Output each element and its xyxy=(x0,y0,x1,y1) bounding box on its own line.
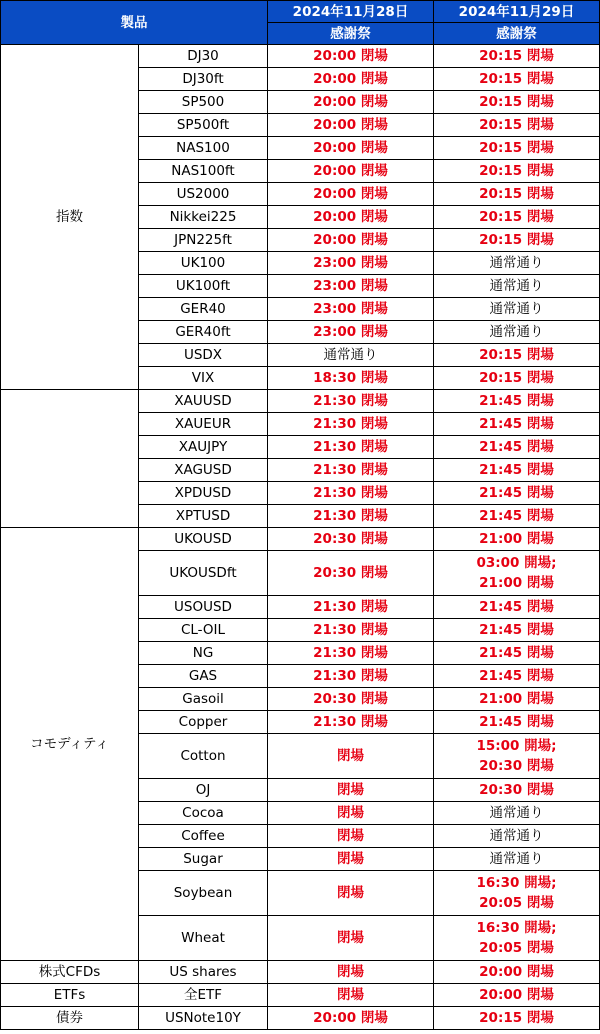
product-name: SP500ft xyxy=(139,114,268,137)
schedule-day1: 閉場 xyxy=(268,916,434,961)
schedule-day2: 21:45 閉場 xyxy=(434,459,600,482)
schedule-day1: 20:00 閉場 xyxy=(268,114,434,137)
product-name: DJ30 xyxy=(139,45,268,68)
schedule-day2: 21:45 閉場 xyxy=(434,505,600,528)
schedule-day1: 閉場 xyxy=(268,779,434,802)
header-product: 製品 xyxy=(1,1,268,45)
schedule-day1: 21:30 閉場 xyxy=(268,505,434,528)
schedule-day2: 20:15 閉場 xyxy=(434,183,600,206)
schedule-day2: 20:15 閉場 xyxy=(434,137,600,160)
schedule-day1: 閉場 xyxy=(268,984,434,1007)
schedule-day2: 21:45 閉場 xyxy=(434,665,600,688)
product-name: USDX xyxy=(139,344,268,367)
schedule-day1: 20:00 閉場 xyxy=(268,183,434,206)
category-etfs: ETFs xyxy=(1,984,139,1007)
schedule-day1: 閉場 xyxy=(268,825,434,848)
schedule-day2: 21:45 閉場 xyxy=(434,482,600,505)
product-name: UK100ft xyxy=(139,275,268,298)
schedule-day1: 20:00 閉場 xyxy=(268,206,434,229)
schedule-day1: 21:30 閉場 xyxy=(268,665,434,688)
product-name: XPDUSD xyxy=(139,482,268,505)
schedule-day2 xyxy=(434,551,600,596)
category-stock-cfds: 株式CFDs xyxy=(1,961,139,984)
schedule-day2: 通常通り xyxy=(434,802,600,825)
schedule-day2: 21:45 閉場 xyxy=(434,390,600,413)
schedule-day2-close: 20:05 閉場 xyxy=(479,895,554,911)
schedule-day1: 23:00 閉場 xyxy=(268,321,434,344)
product-name: Wheat xyxy=(139,916,268,961)
schedule-day2: 20:15 閉場 xyxy=(434,367,600,390)
schedule-day2: 21:45 閉場 xyxy=(434,619,600,642)
product-name: CL-OIL xyxy=(139,619,268,642)
product-name: XPTUSD xyxy=(139,505,268,528)
product-name: GAS xyxy=(139,665,268,688)
schedule-day2: 20:15 閉場 xyxy=(434,114,600,137)
schedule-day1: 21:30 閉場 xyxy=(268,459,434,482)
product-name: XAGUSD xyxy=(139,459,268,482)
schedule-day1: 閉場 xyxy=(268,961,434,984)
product-name: Gasoil xyxy=(139,688,268,711)
product-name: DJ30ft xyxy=(139,68,268,91)
product-name: UKOUSD xyxy=(139,528,268,551)
product-name: XAUUSD xyxy=(139,390,268,413)
product-name: XAUJPY xyxy=(139,436,268,459)
schedule-day1: 通常通り xyxy=(268,344,434,367)
schedule-day2: 通常通り xyxy=(434,298,600,321)
schedule-day1: 21:30 閉場 xyxy=(268,482,434,505)
product-name: GER40ft xyxy=(139,321,268,344)
product-name: Nikkei225 xyxy=(139,206,268,229)
schedule-day1: 閉場 xyxy=(268,871,434,916)
schedule-day1: 21:30 閉場 xyxy=(268,619,434,642)
schedule-day1: 20:00 閉場 xyxy=(268,45,434,68)
schedule-day2: 21:45 閉場 xyxy=(434,642,600,665)
category-bonds: 債券 xyxy=(1,1007,139,1030)
header-holiday-1: 感謝祭 xyxy=(268,23,434,45)
schedule-day2-close: 20:05 閉場 xyxy=(479,940,554,956)
schedule-day1: 21:30 閉場 xyxy=(268,711,434,734)
table-body xyxy=(1,45,600,1030)
schedule-day1: 閉場 xyxy=(268,848,434,871)
header-date-2: 2024年11月29日 xyxy=(434,1,600,23)
product-name: US shares xyxy=(139,961,268,984)
table-row xyxy=(1,1007,600,1030)
schedule-day1: 閉場 xyxy=(268,734,434,779)
schedule-day2: 20:15 閉場 xyxy=(434,91,600,114)
schedule-day1: 20:00 閉場 xyxy=(268,68,434,91)
product-name: Sugar xyxy=(139,848,268,871)
schedule-day1: 20:00 閉場 xyxy=(268,229,434,252)
table-row xyxy=(1,528,600,551)
schedule-day1: 閉場 xyxy=(268,802,434,825)
schedule-day2: 通常通り xyxy=(434,252,600,275)
product-name: UK100 xyxy=(139,252,268,275)
category-commodity: コモディティ xyxy=(1,528,139,961)
schedule-day1: 23:00 閉場 xyxy=(268,298,434,321)
table-row xyxy=(1,45,600,68)
schedule-day2: 20:15 閉場 xyxy=(434,45,600,68)
product-name: US2000 xyxy=(139,183,268,206)
category-metals xyxy=(1,390,139,528)
schedule-day2-open: 16:30 開場; xyxy=(476,920,557,936)
schedule-day2: 20:15 閉場 xyxy=(434,68,600,91)
product-name: Cotton xyxy=(139,734,268,779)
table-row xyxy=(1,390,600,413)
schedule-day1: 21:30 閉場 xyxy=(268,436,434,459)
schedule-day2-open: 16:30 開場; xyxy=(476,875,557,891)
product-name: Coffee xyxy=(139,825,268,848)
schedule-day2-close: 20:30 閉場 xyxy=(479,758,554,774)
schedule-day1: 20:00 閉場 xyxy=(268,91,434,114)
product-name: NAS100ft xyxy=(139,160,268,183)
product-name: XAUEUR xyxy=(139,413,268,436)
product-name: OJ xyxy=(139,779,268,802)
product-name: VIX xyxy=(139,367,268,390)
schedule-day2: 20:00 閉場 xyxy=(434,961,600,984)
schedule-day1: 21:30 閉場 xyxy=(268,642,434,665)
schedule-day2: 21:45 閉場 xyxy=(434,436,600,459)
product-name: GER40 xyxy=(139,298,268,321)
header-date-1: 2024年11月28日 xyxy=(268,1,434,23)
product-name: Cocoa xyxy=(139,802,268,825)
schedule-day2: 通常通り xyxy=(434,848,600,871)
schedule-day2: 21:00 閉場 xyxy=(434,688,600,711)
schedule-day1: 21:30 閉場 xyxy=(268,413,434,436)
schedule-day1: 18:30 閉場 xyxy=(268,367,434,390)
product-name: SP500 xyxy=(139,91,268,114)
schedule-day1: 20:30 閉場 xyxy=(268,551,434,596)
product-name: USNote10Y xyxy=(139,1007,268,1030)
schedule-day1: 23:00 閉場 xyxy=(268,252,434,275)
schedule-day2: 20:15 閉場 xyxy=(434,1007,600,1030)
schedule-day2: 21:45 閉場 xyxy=(434,711,600,734)
product-name: NAS100 xyxy=(139,137,268,160)
product-name: USOUSD xyxy=(139,596,268,619)
schedule-day2 xyxy=(434,871,600,916)
table-row xyxy=(1,961,600,984)
schedule-day2: 20:15 閉場 xyxy=(434,344,600,367)
schedule-day1: 20:00 閉場 xyxy=(268,137,434,160)
schedule-day2: 20:00 閉場 xyxy=(434,984,600,1007)
product-name: JPN225ft xyxy=(139,229,268,252)
schedule-day2: 21:45 閉場 xyxy=(434,413,600,436)
product-name: 全ETF xyxy=(139,984,268,1007)
schedule-day1: 23:00 閉場 xyxy=(268,275,434,298)
header-holiday-2: 感謝祭 xyxy=(434,23,600,45)
table-row xyxy=(1,984,600,1007)
schedule-day1: 20:00 閉場 xyxy=(268,1007,434,1030)
schedule-day2 xyxy=(434,734,600,779)
product-name: Soybean xyxy=(139,871,268,916)
schedule-day2: 通常通り xyxy=(434,825,600,848)
schedule-day2-open: 15:00 開場; xyxy=(476,738,557,754)
schedule-day1: 20:30 閉場 xyxy=(268,688,434,711)
schedule-day2: 20:15 閉場 xyxy=(434,160,600,183)
schedule-day2-open: 03:00 開場; xyxy=(476,555,557,571)
table-header xyxy=(1,1,600,45)
schedule-day2: 20:15 閉場 xyxy=(434,206,600,229)
schedule-day2: 通常通り xyxy=(434,321,600,344)
schedule-day2-close: 21:00 閉場 xyxy=(479,575,554,591)
schedule-day2 xyxy=(434,916,600,961)
product-name: Copper xyxy=(139,711,268,734)
schedule-day2: 通常通り xyxy=(434,275,600,298)
category-index: 指数 xyxy=(1,45,139,390)
schedule-day1: 20:00 閉場 xyxy=(268,160,434,183)
schedule-day2: 21:00 閉場 xyxy=(434,528,600,551)
schedule-day1: 20:30 閉場 xyxy=(268,528,434,551)
product-name: NG xyxy=(139,642,268,665)
schedule-day2: 20:30 閉場 xyxy=(434,779,600,802)
schedule-day1: 21:30 閉場 xyxy=(268,596,434,619)
schedule-day1: 21:30 閉場 xyxy=(268,390,434,413)
product-name: UKOUSDft xyxy=(139,551,268,596)
schedule-day2: 21:45 閉場 xyxy=(434,596,600,619)
schedule-day2: 20:15 閉場 xyxy=(434,229,600,252)
